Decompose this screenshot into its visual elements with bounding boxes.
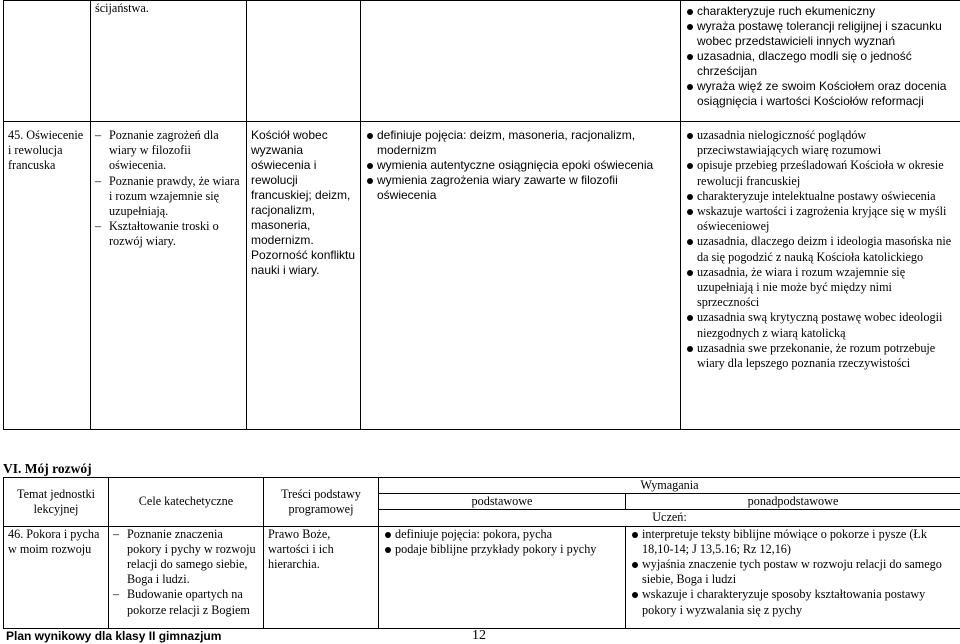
list-item (630, 587, 956, 617)
lesson45-topic: 45. Oświecenie i rewolucja francuska (4, 122, 91, 430)
header-content: Treści podstawy programowej (264, 478, 379, 527)
dash-bullet: – (95, 173, 102, 188)
list-item (685, 341, 956, 371)
list-item (685, 265, 956, 311)
list-item-text: uzasadnia, dlaczego deizm i ideologia masońska nie da się pogodzić z nauką Kościoła katolickiego (697, 234, 952, 264)
lesson45-goals (91, 122, 247, 430)
header-student: Uczeń: (379, 510, 960, 526)
list-item-text: interpretuje teksty biblijne mówiące o pokorze i pysze (Łk 18,10-14; J 13,5.16; Rz 12,16) (642, 526, 927, 556)
list-item (685, 19, 956, 49)
list-item (630, 557, 956, 587)
lesson-table-upper (3, 0, 960, 430)
list-item-text: uzasadnia, że wiara i rozum wzajemnie się uzupełniają i nie może być między nimi sprzeczności (697, 264, 906, 310)
lesson-table-lower (3, 477, 960, 629)
cell (91, 1, 247, 122)
dash-bullet: – (113, 587, 120, 602)
list-item (685, 234, 956, 264)
dash-bullet: – (113, 526, 120, 541)
lesson46-goals (109, 526, 264, 628)
cell (681, 1, 960, 122)
basic-list (383, 527, 621, 557)
list-item-text: wskazuje wartości i zagrożenia kryjące się w myśli oświeceniowej (697, 204, 947, 234)
list-item (95, 219, 242, 249)
dash-bullet: – (95, 128, 102, 142)
list-item (685, 158, 956, 188)
prev-extended-list (685, 4, 956, 109)
table-row (4, 526, 960, 628)
list-item-text: uzasadnia nielogiczność poglądów przeciwstawiających wiarę rozumowi (697, 128, 882, 158)
list-item (365, 128, 676, 158)
list-item-text: wyraża więź ze swoim Kościołem oraz docenia osiągnięcia i wartości Kościołów reformacji (697, 79, 947, 108)
list-item-text: charakteryzuje intelektualne postawy oświecenia (697, 188, 936, 203)
list-item (113, 587, 259, 617)
extended-list (685, 128, 956, 371)
lesson45-content: Kościół wobec wyzwania oświecenia i rewolucji francuskiej; deizm, racjonalizm, masoneria, modernizm. Pozorność konfliktu nauki i wiary. (247, 122, 361, 430)
cell (247, 1, 361, 122)
list-item (685, 128, 956, 158)
list-item (685, 204, 956, 234)
header-topic: Temat jednostki lekcyjnej (4, 478, 109, 527)
list-item-text: wymienia zagrożenia wiary zawarte w filozofii oświecenia (377, 173, 618, 202)
list-item-text: opisuje przebieg prześladowań Kościoła w okresie rewolucji francuskiej (697, 158, 944, 188)
top-fragment: ścijaństwa. (95, 1, 149, 15)
section-title: VI. Mój rozwój (3, 461, 92, 476)
list-item (685, 4, 956, 19)
list-item-text: Kształtowanie troski o rozwój wiary. (109, 219, 219, 249)
header-goals: Cele katechetyczne (109, 478, 264, 527)
list-item-text: Poznanie znaczenia pokory i pychy w rozwoju relacji do samego siebie, Boga i ludzi. (127, 526, 256, 587)
table-row (4, 122, 960, 430)
list-item-text: definiuje pojęcia: pokora, pycha (395, 526, 553, 541)
list-item-text: wskazuje i charakteryzuje sposoby kształtowania postawy pokory i wyzwalania się z pychy (642, 587, 926, 617)
list-item (95, 128, 242, 174)
dash-bullet: – (95, 219, 102, 234)
lesson46-extended (626, 526, 960, 628)
lesson45-basic (361, 122, 681, 430)
list-item-text: uzasadnia, dlaczego modli się o jedność chrześcijan (697, 49, 912, 78)
goals-list (113, 527, 259, 618)
header-extended: ponadpodstawowe (626, 494, 960, 510)
header-requirements: Wymagania (379, 478, 960, 494)
list-item-text: uzasadnia swe przekonanie, że rozum potrzebuje wiary dla lepszego poznania rzeczywistości (697, 340, 936, 371)
list-item (95, 174, 242, 220)
list-item (685, 310, 956, 340)
list-item-text: Poznanie prawdy, że wiara i rozum wzajemnie się uzupełniają. (109, 173, 240, 219)
list-item-text: podaje biblijne przykłady pokory i pychy (395, 541, 597, 556)
footer-text: Plan wynikowy dla klasy II gimnazjum (6, 629, 222, 643)
list-item (383, 527, 621, 542)
basic-list (365, 128, 676, 203)
list-item (685, 189, 956, 204)
goals-list (95, 128, 242, 250)
list-item (365, 173, 676, 203)
list-item (630, 527, 956, 557)
table-row (4, 478, 960, 494)
lesson45-extended (681, 122, 960, 430)
cell (4, 1, 91, 122)
page-number: 12 (472, 628, 486, 643)
list-item-text: charakteryzuje ruch ekumeniczny (697, 4, 876, 18)
list-item-text: Poznanie zagrożeń dla wiary w filozofii oświecenia. (109, 128, 219, 173)
lesson46-content: Prawo Boże, wartości i ich hierarchia. (264, 526, 379, 628)
lesson46-topic: 46. Pokora i pycha w moim rozwoju (4, 526, 109, 628)
list-item-text: wymienia autentyczne osiągnięcia epoki oświecenia (377, 158, 654, 172)
list-item (365, 158, 676, 173)
cell (361, 1, 681, 122)
extended-list (630, 527, 956, 618)
header-basic: podstawowe (379, 494, 626, 510)
list-item-text: wyraża postawę tolerancji religijnej i szacunku wobec przedstawicieli innych wyznań (697, 19, 942, 48)
list-item-text: definiuje pojęcia: deizm, masoneria, racjonalizm, modernizm (377, 128, 636, 157)
list-item (685, 79, 956, 109)
list-item (113, 527, 259, 588)
list-item-text: wyjaśnia znaczenie tych postaw w rozwoju relacji do samego siebie, Boga i ludzi (642, 557, 942, 587)
table-row (4, 1, 960, 122)
list-item (685, 49, 956, 79)
list-item-text: Budowanie opartych na pokorze relacji z Bogiem (127, 587, 250, 617)
list-item-text: uzasadnia swą krytyczną postawę wobec ideologii niezgodnych z wiarą katolicką (697, 310, 943, 340)
lesson46-basic (379, 526, 626, 628)
list-item (383, 542, 621, 557)
